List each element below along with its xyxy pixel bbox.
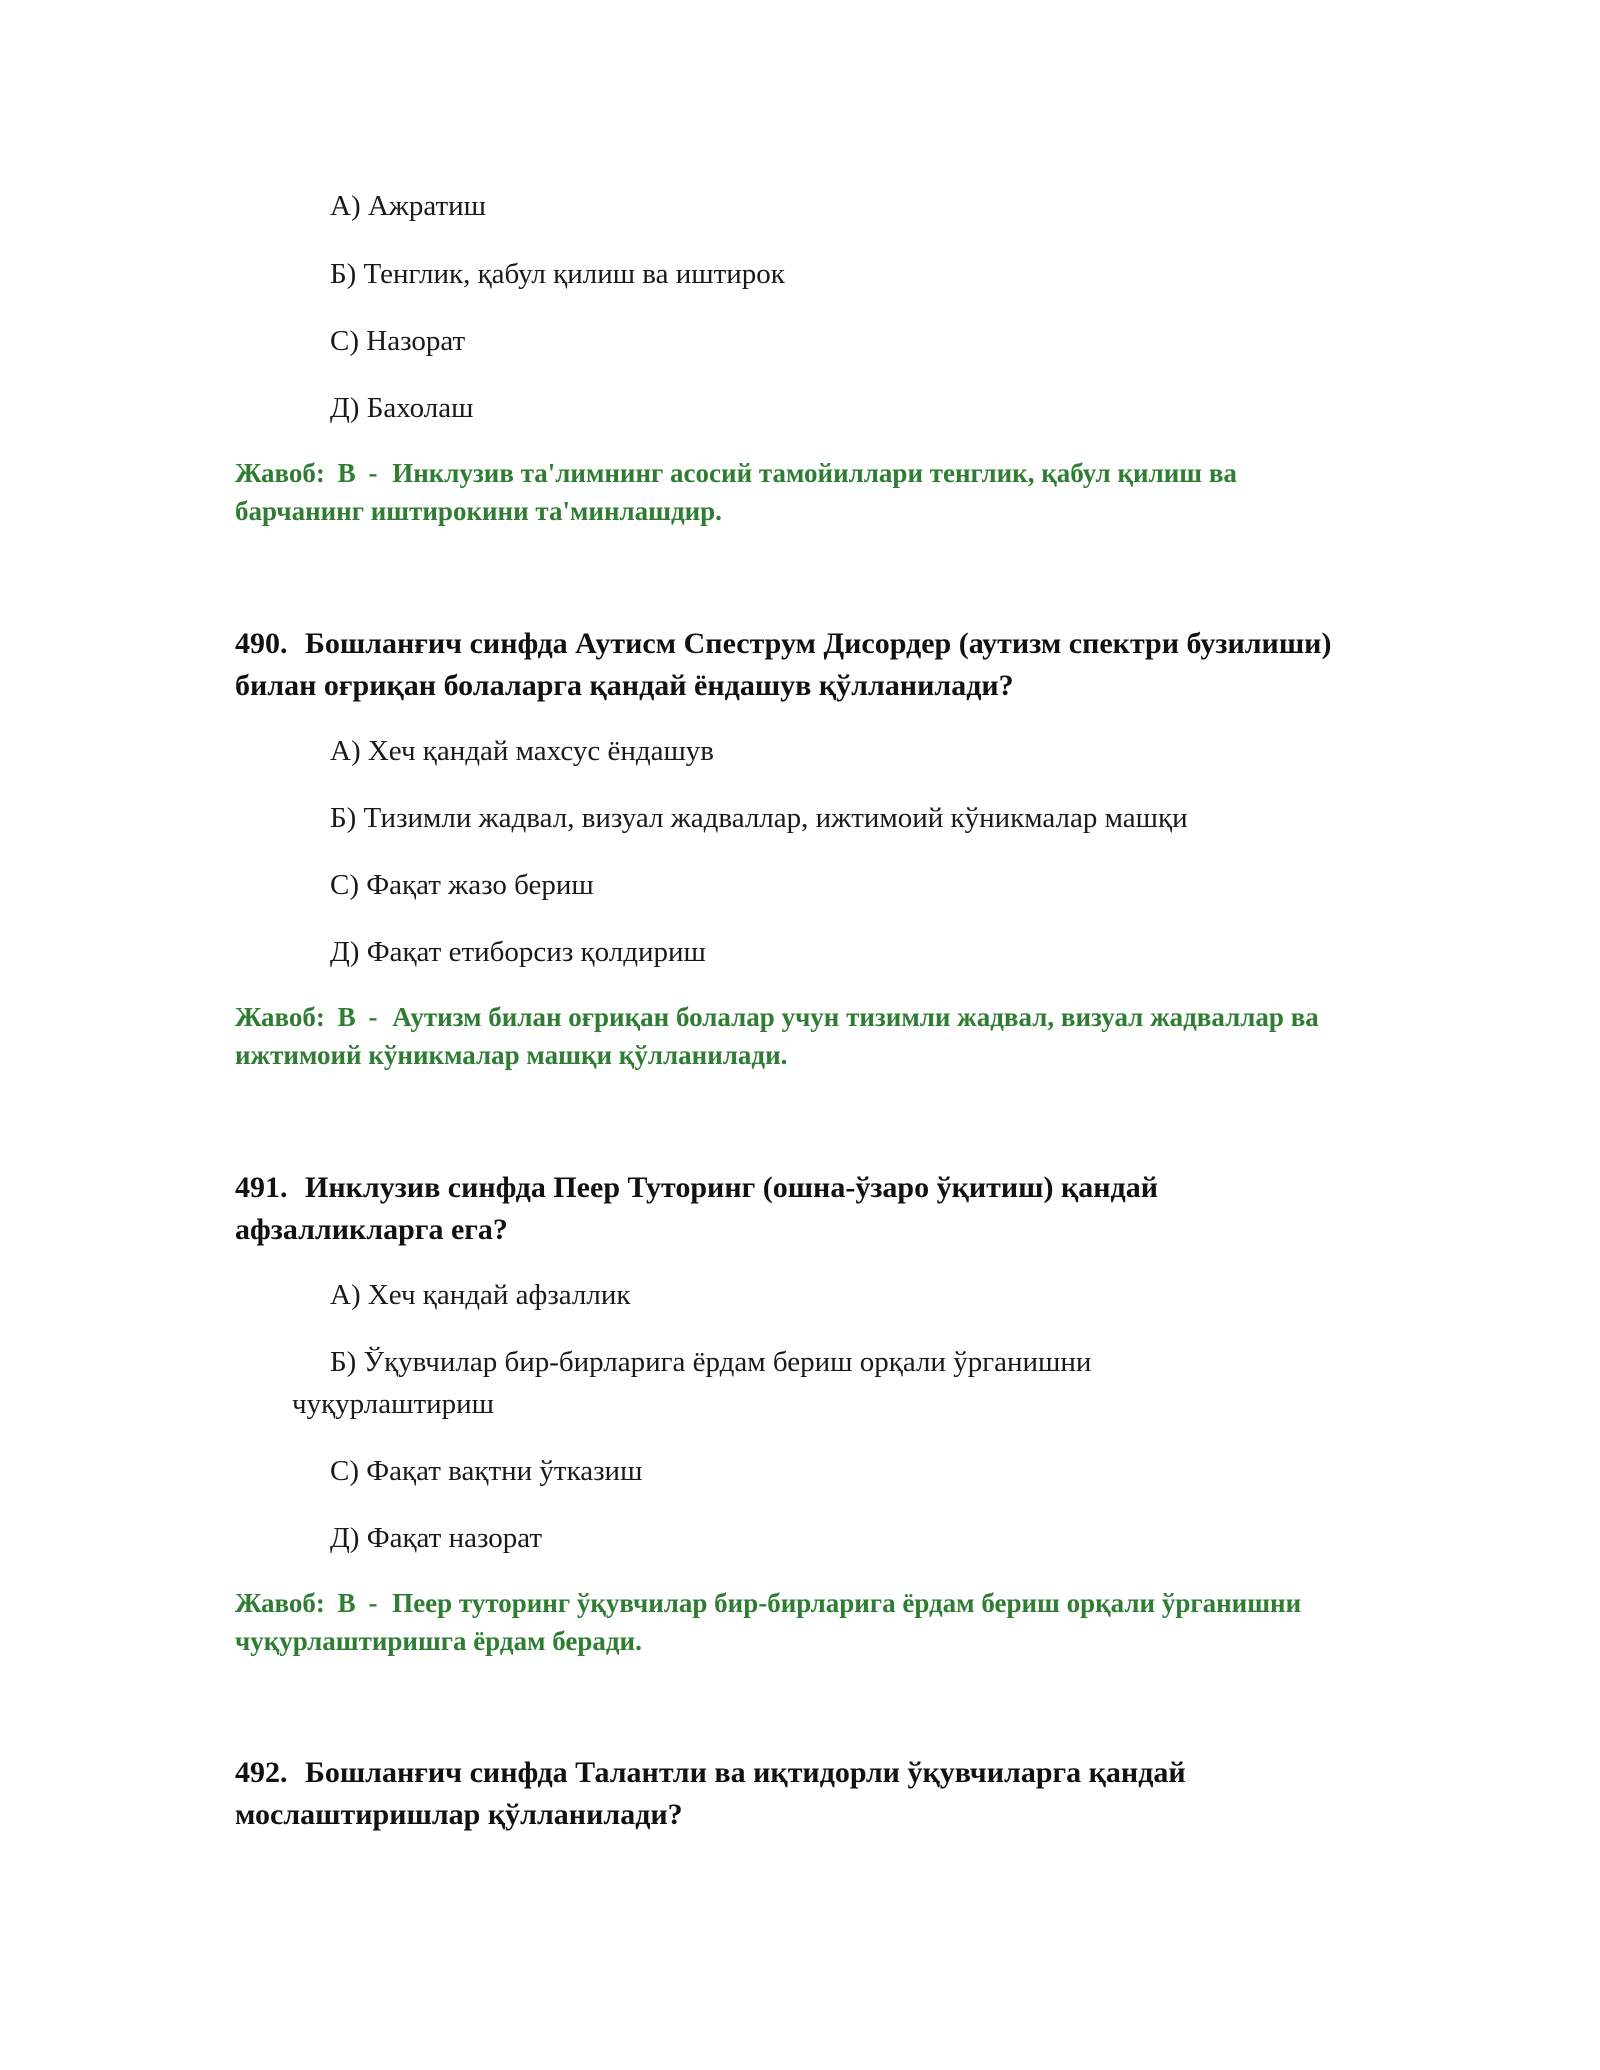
q489-option-b: Б) Тенглик, қабул қилиш ва иштирок <box>330 258 785 290</box>
q490-option-c: С) Фақат жазо бериш <box>330 869 594 901</box>
q490-answer <box>235 998 1365 1074</box>
q491-question <box>235 1167 1365 1251</box>
answer-text: Пеер туторинг ўқувчилар бир-бирларига ёрдам бериш орқали ўрганишни чуқурлаштиришга ёрдам беради. <box>235 1588 1302 1656</box>
q491-option-d: Д) Фақат назорат <box>330 1522 543 1554</box>
q489-answer <box>235 454 1365 530</box>
answer-dash: - <box>368 1002 378 1032</box>
answer-dash: - <box>368 1588 378 1618</box>
q491-option-b: Б) Ўқувчилар бир-бирларига ёрдам бериш орқали ўрганишни чуқурлаштириш <box>292 1346 1092 1420</box>
answer-letter: В <box>337 458 356 488</box>
q490-option-d: Д) Фақат етиборсиз қолдириш <box>330 936 706 968</box>
question-text: Бошланғич синфда Аутисм Спеструм Дисордер (аутизм спектри бузилиши) билан оғриқан болаларга қандай ёндашув қўлланилади? <box>235 627 1332 702</box>
question-number: 491. <box>235 1171 288 1204</box>
q489-option-d: Д) Бахолаш <box>330 392 474 424</box>
q491-option-a: А) Хеч қандай афзаллик <box>330 1279 631 1311</box>
q491-option-c: С) Фақат вақтни ўтказиш <box>330 1455 643 1487</box>
answer-text: Аутизм билан оғриқан болалар учун тизимли жадвал, визуал жадваллар ва ижтимоий кўникмалар машқи қўлланилади. <box>235 1002 1319 1070</box>
answer-label: Жавоб: <box>235 1588 325 1618</box>
q492-question <box>235 1752 1365 1836</box>
q489-option-c: С) Назорат <box>330 325 466 357</box>
q489-option-a: А) Ажратиш <box>330 190 486 222</box>
answer-dash: - <box>368 458 378 488</box>
answer-label: Жавоб: <box>235 458 325 488</box>
q490-option-b: Б) Тизимли жадвал, визуал жадваллар, ижтимоий кўникмалар машқи <box>330 802 1188 834</box>
answer-label: Жавоб: <box>235 1002 325 1032</box>
question-number: 492. <box>235 1756 288 1789</box>
answer-letter: В <box>337 1002 356 1032</box>
answer-letter: В <box>337 1588 356 1618</box>
q490-question <box>235 623 1365 707</box>
question-text: Инклузив синфда Пеер Туторинг (ошна-ўзаро ўқитиш) қандай афзалликларга ега? <box>235 1171 1159 1246</box>
answer-text: Инклузив та'лимнинг асосий тамойиллари тенглик, қабул қилиш ва барчанинг иштирокини та'минлашдир. <box>235 458 1237 526</box>
question-number: 490. <box>235 627 288 660</box>
question-text: Бошланғич синфда Талантли ва иқтидорли ўқувчиларга қандай мослаштиришлар қўлланилади? <box>235 1756 1186 1831</box>
q490-option-a: А) Хеч қандай махсус ёндашув <box>330 735 714 767</box>
q491-answer <box>235 1584 1365 1660</box>
